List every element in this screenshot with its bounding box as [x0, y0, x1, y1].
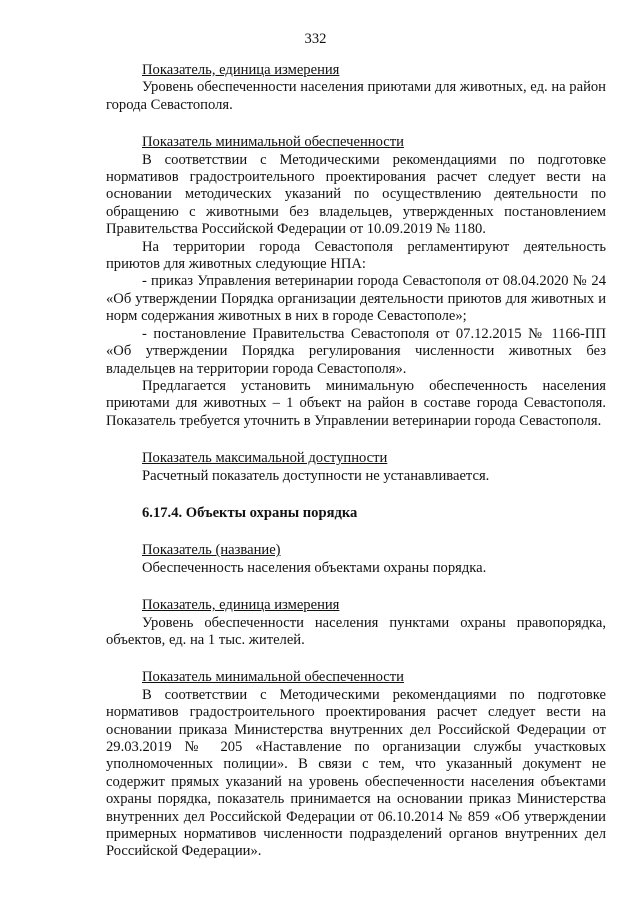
paragraph-indicator-name: Обеспеченность населения объектами охраны порядка.: [142, 559, 487, 576]
paragraph-npa-intro: На территории города Севастополя регламентируют деятельность приютов для животных следующие НПА:: [106, 238, 606, 273]
heading-min-provision: Показатель минимальной обеспеченности: [142, 134, 404, 151]
page-content: [106, 62, 606, 861]
paragraph-method-2: В соответствии с Методическими рекомендациями по подготовке нормативов градостроительного проектирования расчет следует вести на основании приказа Министерства внутренних дел Российской Федерации от 29.03.2019 № 205 «Наставление по организации службы участковых уполномоченных полиции». В связи с тем, что указанный документ не содержит прямых указаний на уровень обеспеченности населения объектами охраны порядка, показатель принимается на основании приказ Министерства внутренних дел Российской Федерации от 06.10.2014 № 859 «Об утверждении примерных нормативов численности подразделений органов внутренних дел Российской Федерации».: [106, 686, 606, 860]
list-item-resolution: - постановление Правительства Севастополя от 07.12.2015 № 1166-ПП «Об утверждении Порядка регулирования численности животных без владельцев на территории города Севастополя».: [106, 325, 606, 377]
paragraph-method: В соответствии с Методическими рекомендациями по подготовке нормативов градостроительного проектирования расчет следует вести на основании методических указаний по осуществлению деятельности по обращению с животными без владельцев, утвержденных постановлением Правительства Российской Федерации от 10.09.2019 № 1180.: [106, 151, 606, 238]
paragraph-proposal: Предлагается установить минимальную обеспеченность населения приютами для животных – 1 объект на район в составе города Севастополя. Показатель требуется уточнить в Управлении ветеринарии города Севастополя.: [106, 377, 606, 429]
page-number: 332: [304, 31, 327, 47]
heading-min-provision-2: Показатель минимальной обеспеченности: [142, 669, 404, 686]
paragraph-unit-text: Уровень обеспеченности населения приютами для животных, ед. на район города Севастополя.: [106, 79, 606, 113]
heading-unit-of-measure-2: Показатель, единица измерения: [142, 597, 340, 614]
paragraph-accessibility: Расчетный показатель доступности не устанавливается.: [142, 467, 490, 484]
section-title: 6.17.4. Объекты охраны порядка: [142, 504, 358, 521]
heading-max-accessibility: Показатель максимальной доступности: [142, 450, 388, 467]
heading-indicator-name: Показатель (название): [142, 542, 281, 559]
heading-unit-of-measure: Показатель, единица измерения: [142, 62, 340, 78]
paragraph-unit-text-2: Уровень обеспеченности населения пунктами охраны правопорядка, объектов, ед. на 1 тыс. жителей.: [106, 614, 606, 648]
list-item-order-vet: - приказ Управления ветеринарии города Севастополя от 08.04.2020 № 24 «Об утверждении Порядка организации деятельности приютов для животных и норм содержания животных в них в городе Севастополе»;: [106, 273, 606, 325]
